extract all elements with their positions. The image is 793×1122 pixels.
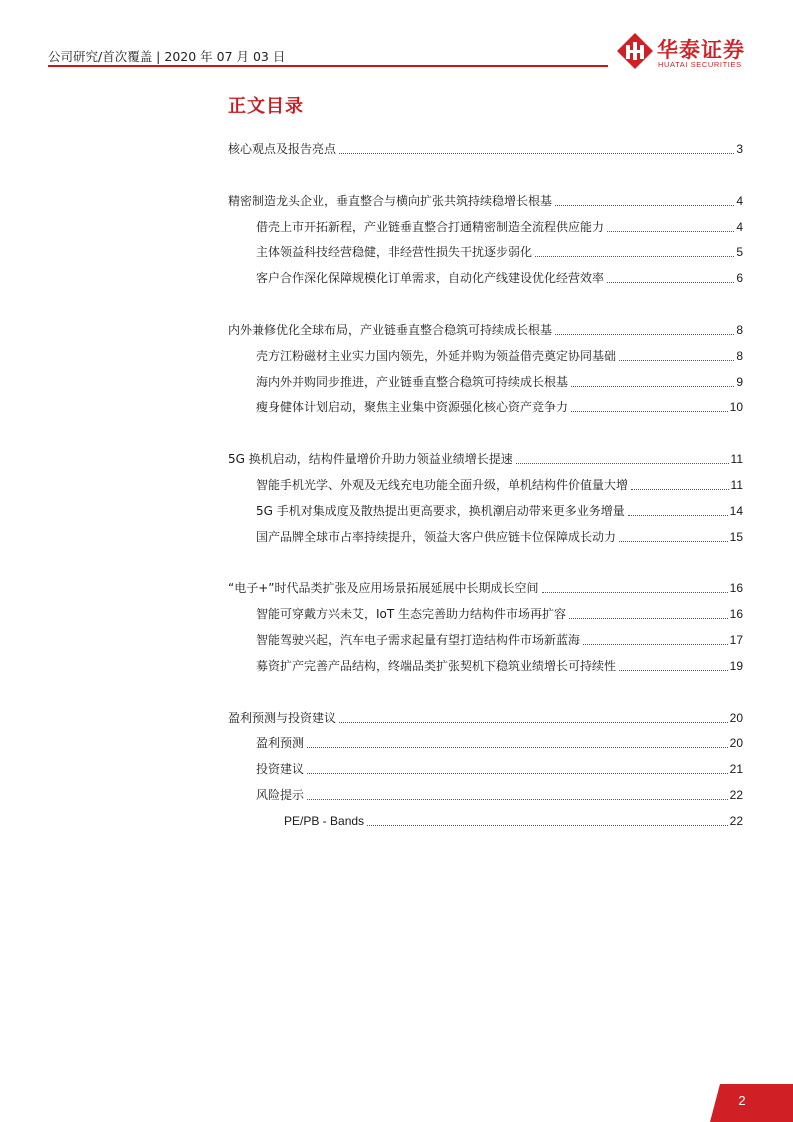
toc-entry-page: 5 [736,245,743,259]
toc-entry-label: 投资建议 [256,762,305,776]
toc-entry-label: 客户合作深化保障规模化订单需求，自动化产线建设优化经营效率 [256,271,605,285]
toc-entry-page: 20 [729,736,743,750]
toc-entry-page: 20 [729,711,743,725]
toc-entry[interactable] [256,527,743,547]
toc-entry[interactable] [228,139,743,159]
toc-entry-page: 14 [729,504,743,518]
toc-dot-leader [555,205,734,206]
toc-entry-label: 主体领益科技经营稳健，非经营性损失干扰逐步弱化 [256,245,533,259]
toc-entry-page: 11 [730,452,743,466]
toc-entry[interactable] [256,785,743,805]
logo-english-name: HUATAI SECURITIES [658,60,742,69]
toc-entry-label: 募资扩产完善产品结构，终端品类扩张契机下稳筑业绩增长可持续性 [256,659,617,673]
toc-entry-label: 海内外并购同步推进，产业链垂直整合稳筑可持续成长根基 [256,375,569,389]
toc-entry[interactable] [228,320,743,340]
toc-entry-label: 智能可穿戴方兴未艾，IoT 生态完善助力结构件市场再扩容 [256,607,567,621]
toc-dot-leader [619,670,728,671]
toc-dot-leader [607,231,734,232]
toc-dot-leader [607,282,734,283]
toc-entry-label: 瘦身健体计划启动，聚焦主业集中资源强化核心资产竞争力 [256,400,569,414]
toc-entry-label: 盈利预测 [256,736,305,750]
toc-entry-page: 6 [736,271,743,285]
toc-entry-page: 16 [729,607,743,621]
toc-entry-label: 内外兼修优化全球布局，产业链垂直整合稳筑可持续成长根基 [228,323,553,337]
toc-dot-leader [516,463,729,464]
toc-entry[interactable] [228,708,743,728]
toc-entry-label: 智能手机光学、外观及无线充电功能全面升级，单机结构件价值量大增 [256,478,629,492]
toc-dot-leader [307,799,728,800]
huatai-logo [617,33,747,71]
toc-dot-leader [542,592,728,593]
huatai-logo-icon [617,33,653,69]
toc-entry[interactable] [256,372,743,392]
toc-entry[interactable] [228,449,743,469]
toc-entry-page: 9 [736,375,743,389]
toc-entry-page: 3 [736,142,743,156]
toc-entry[interactable] [228,578,743,598]
toc-entry-label: 5G 手机对集成度及散热提出更高要求，换机潮启动带来更多业务增量 [256,504,625,518]
toc-dot-leader [339,722,728,723]
toc-entry-page: 15 [729,530,743,544]
toc-entry-page: 19 [729,659,743,673]
toc-entry-page: 8 [736,349,743,363]
toc-entry[interactable] [256,242,743,262]
toc-entry[interactable] [256,604,743,624]
toc-entry-page: 21 [729,762,743,776]
logo-chinese-name: 华泰证券 [657,38,745,62]
toc-entry-page: 11 [730,478,743,492]
toc-entry-page: 17 [729,633,743,647]
toc-dot-leader [619,541,728,542]
toc-entry[interactable] [256,501,743,521]
toc-dot-leader [307,747,728,748]
toc-entry-page: 16 [729,581,743,595]
toc-dot-leader [583,644,728,645]
toc-dot-leader [631,489,729,490]
toc-entry-page: 10 [729,400,743,414]
page-number: 2 [738,1093,746,1108]
page-number-badge [710,1084,793,1122]
toc-dot-leader [367,825,728,826]
toc-entry-label: 精密制造龙头企业，垂直整合与横向扩张共筑持续稳增长根基 [228,194,553,208]
toc-entry-label: 借壳上市开拓新程，产业链垂直整合打通精密制造全流程供应能力 [256,220,605,234]
toc-entry-label: 5G 换机启动，结构件量增价升助力领益业绩增长提速 [228,452,513,466]
toc-dot-leader [571,386,734,387]
toc-entry-label: 风险提示 [256,788,305,802]
toc-entry[interactable] [256,656,743,676]
toc-entry[interactable] [256,346,743,366]
toc-entry-page: 4 [736,194,743,208]
toc-entry-page: 8 [736,323,743,337]
toc-dot-leader [307,773,728,774]
toc-entry-label: 智能驾驶兴起，汽车电子需求起量有望打造结构件市场新蓝海 [256,633,581,647]
toc-entry-label: 国产品牌全球市占率持续提升，领益大客户供应链卡位保障成长动力 [256,530,617,544]
toc-entry[interactable] [256,759,743,779]
toc-entry-label: 盈利预测与投资建议 [228,711,337,725]
toc-dot-leader [535,256,734,257]
toc-dot-leader [569,618,728,619]
toc-entry-label: 壳方江粉磁材主业实力国内领先，外延并购为领益借壳奠定协同基础 [256,349,617,363]
header-divider [48,65,608,67]
toc-entry[interactable] [256,217,743,237]
toc-entry-page: 4 [736,220,743,234]
toc-entry[interactable] [256,397,743,417]
toc-entry-label: 核心观点及报告亮点 [228,142,337,156]
toc-entry-page: 22 [729,788,743,802]
toc-dot-leader [619,360,734,361]
toc-dot-leader [555,334,734,335]
toc-entry[interactable] [256,268,743,288]
toc-dot-leader [571,411,728,412]
toc-entry[interactable] [256,475,743,495]
report-header-info: 公司研究/首次覆盖 | 2020 年 07 月 03 日 [48,49,286,64]
toc-entry[interactable] [284,811,743,831]
toc-entry[interactable] [256,733,743,753]
toc-entry-page: 22 [729,814,743,828]
toc-title: 正文目录 [228,96,304,117]
toc-entry-label: PE/PB - Bands [284,814,365,828]
toc-entry[interactable] [228,191,743,211]
toc-entry-label: “电子+”时代品类扩张及应用场景拓展延展中长期成长空间 [228,581,539,595]
toc-dot-leader [339,153,734,154]
toc-dot-leader [628,515,728,516]
toc-entry[interactable] [256,630,743,650]
